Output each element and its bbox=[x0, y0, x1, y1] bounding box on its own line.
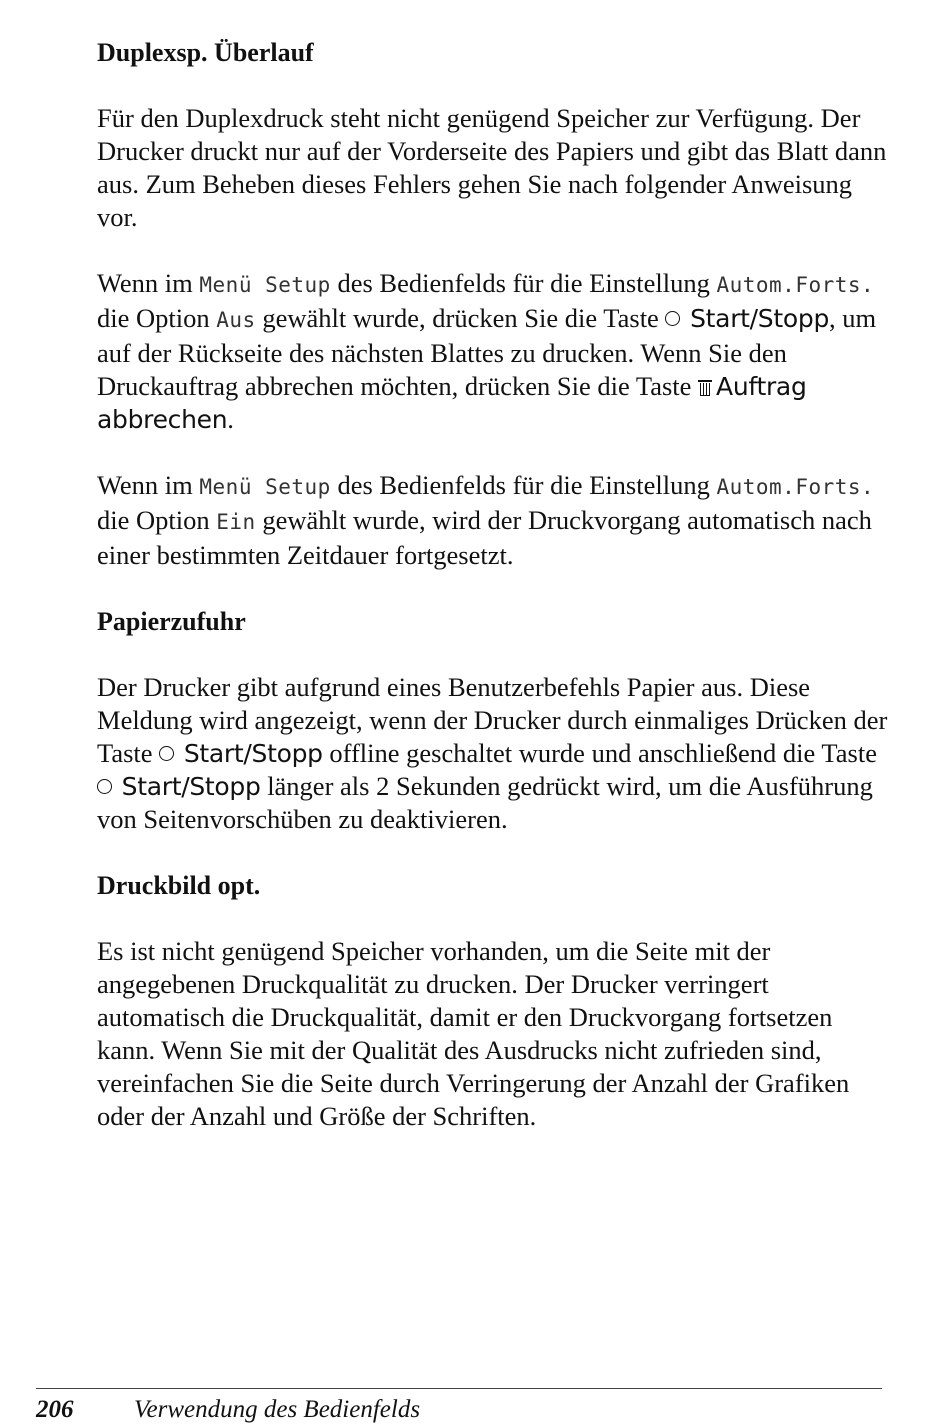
paragraph-duplex-option-on bbox=[97, 469, 897, 572]
footer-divider bbox=[36, 1388, 882, 1389]
text-run: Der Drucker gibt aufgrund eines Benutzerbefehls Papier aus. Diese Meldung wird angezeigt, wenn der Drucker durch einmaliges Drücken der Taste bbox=[97, 672, 888, 768]
text-run: des Bedienfelds für die Einstellung bbox=[330, 470, 717, 500]
text-run: . bbox=[227, 404, 234, 434]
trash-icon bbox=[698, 379, 712, 396]
start-stop-label: Start/Stopp bbox=[690, 304, 830, 333]
start-stop-label: Start/Stopp bbox=[183, 739, 323, 768]
start-stop-circle-icon bbox=[159, 746, 174, 761]
lcd-option-ein: Ein bbox=[216, 510, 256, 534]
start-stop-circle-icon bbox=[665, 311, 680, 326]
heading-duplex-overflow: Duplexsp. Überlauf bbox=[97, 38, 314, 67]
start-stop-button-ref bbox=[665, 304, 829, 333]
cancel-job-label: Auftrag abbrechen bbox=[97, 372, 807, 434]
text-run: Wenn im bbox=[97, 470, 200, 500]
text-run: länger als 2 Sekunden gedrückt wird, um die Ausführung von Seitenvorschüben zu deaktivieren. bbox=[97, 771, 873, 834]
paragraph-print-optimize: Es ist nicht genügend Speicher vorhanden, um die Seite mit der angegebenen Druckqualität zu drucken. Der Drucker verringert automatisch die Druckqualität, damit er den Druckvorgang fortsetzen kann. Wenn Sie mit der Qualität des Ausdrucks nicht zufrieden sind, vereinfachen Sie die Seite durch Verringerung der Anzahl der Grafiken oder der Anzahl und Größe der Schriften. bbox=[97, 936, 850, 1131]
page-footer bbox=[36, 1394, 420, 1426]
text-run: die Option bbox=[97, 505, 217, 535]
lcd-menu-setup: Menü Setup bbox=[199, 273, 331, 297]
start-stop-label: Start/Stopp bbox=[121, 772, 261, 801]
text-run: des Bedienfelds für die Einstellung bbox=[330, 268, 717, 298]
start-stop-button-ref bbox=[159, 739, 323, 768]
start-stop-circle-icon bbox=[97, 779, 112, 794]
text-run: offline geschaltet wurde und anschließend die Taste bbox=[322, 738, 877, 768]
chapter-title: Verwendung des Bedienfelds bbox=[134, 1396, 421, 1423]
page-number: 206 bbox=[36, 1396, 74, 1423]
heading-paper-feed: Papierzufuhr bbox=[97, 607, 246, 636]
text-run: gewählt wurde, wird der Druckvorgang automatisch nach einer bestimmten Zeitdauer fortgesetzt. bbox=[97, 505, 872, 570]
lcd-setting-autoforts: Autom.Forts. bbox=[716, 475, 875, 499]
page-content bbox=[97, 36, 897, 1166]
lcd-menu-setup: Menü Setup bbox=[199, 475, 331, 499]
heading-print-optimize: Druckbild opt. bbox=[97, 871, 261, 900]
text-run: die Option bbox=[97, 303, 217, 333]
text-run: Wenn im bbox=[97, 268, 200, 298]
paragraph-duplex-description: Für den Duplexdruck steht nicht genügend Speicher zur Verfügung. Der Drucker druckt nur auf der Vorderseite des Papiers und gibt das Blatt dann aus. Zum Beheben dieses Fehlers gehen Sie nach folgender Anweisung vor. bbox=[97, 103, 887, 232]
text-run: , um auf der Rückseite des nächsten Blattes zu drucken. Wenn Sie den Druckauftrag abbrechen möchten, drücken Sie die Taste bbox=[97, 303, 877, 401]
text-run: gewählt wurde, drücken Sie die Taste bbox=[255, 303, 666, 333]
paragraph-duplex-option-off bbox=[97, 267, 897, 436]
start-stop-button-ref bbox=[97, 772, 261, 801]
lcd-option-aus: Aus bbox=[216, 308, 256, 332]
paragraph-paper-feed bbox=[97, 671, 897, 836]
lcd-setting-autoforts: Autom.Forts. bbox=[716, 273, 875, 297]
